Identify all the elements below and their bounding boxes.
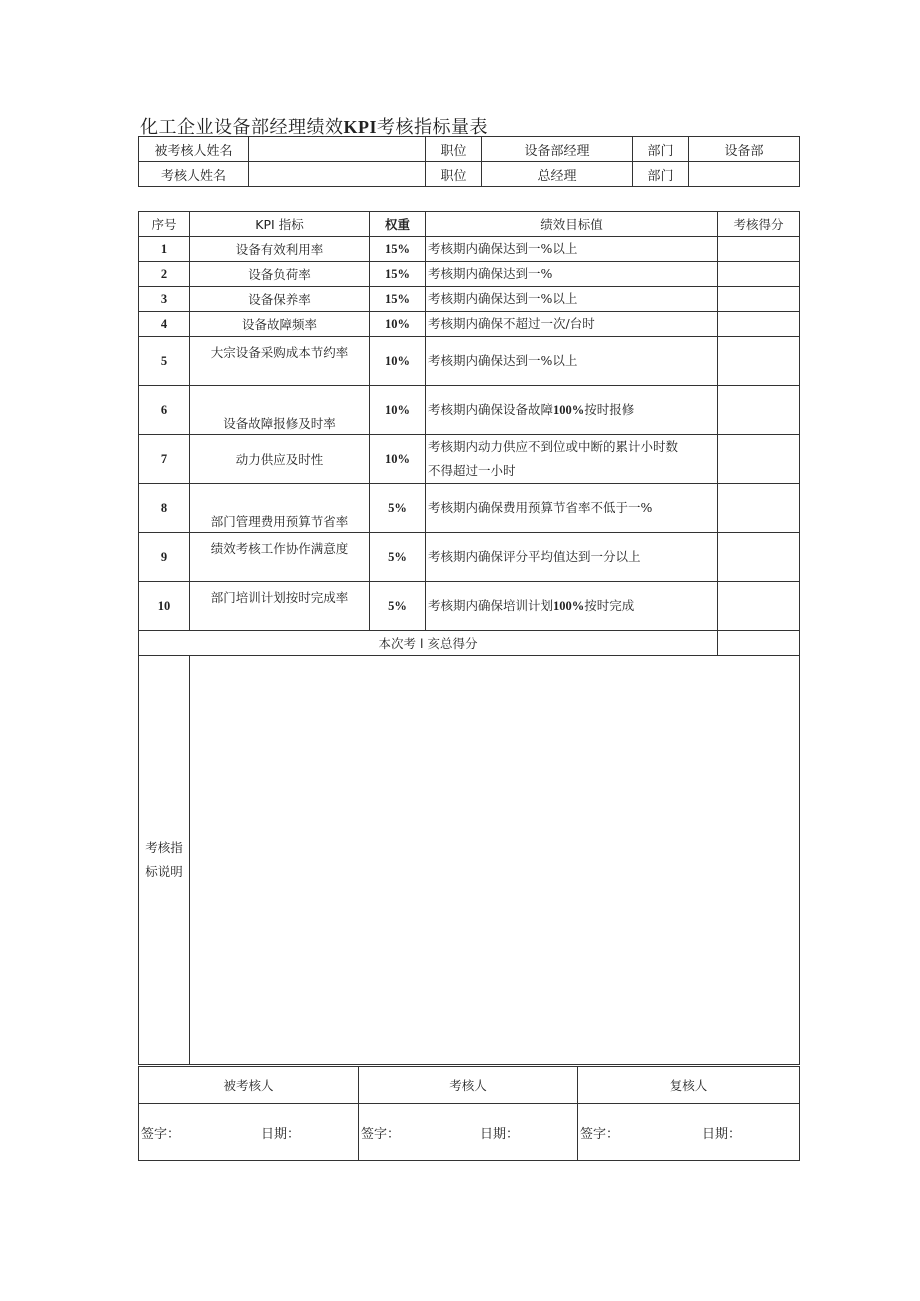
signature-header-row	[139, 1067, 800, 1104]
row-no: 10	[139, 582, 190, 631]
row-score-field[interactable]	[718, 386, 800, 435]
col-header-score: 考核得分	[718, 212, 800, 237]
header-info-table	[138, 136, 800, 187]
row-score-field[interactable]	[718, 237, 800, 262]
kpi-table	[138, 211, 800, 1065]
row-indicator: 大宗设备采购成本节约率	[190, 337, 370, 386]
header-row-appraisee	[139, 137, 800, 162]
position-label: 职位	[426, 137, 482, 162]
row-target: 考核期内确保达到一%以上	[426, 237, 718, 262]
target-line-2: 不得超过一小时	[428, 463, 516, 478]
notes-label	[139, 656, 190, 1065]
appraisee-name-field[interactable]	[249, 137, 426, 162]
appraiser-name-label: 考核人姓名	[139, 162, 249, 187]
appraiser-sign-cell[interactable]	[359, 1104, 578, 1161]
row-target: 考核期内确保达到一%	[426, 262, 718, 287]
table-row	[139, 337, 800, 386]
row-indicator: 部门管理费用预算节省率	[190, 484, 370, 533]
position-label: 职位	[426, 162, 482, 187]
row-indicator: 设备有效利用率	[190, 237, 370, 262]
target-line-1: 考核期内动力供应不到位或中断的累计小时数	[428, 439, 679, 454]
table-row	[139, 312, 800, 337]
notes-label-line-2: 标说明	[145, 864, 183, 879]
row-target: 考核期内确保评分平均值达到一分以上	[426, 533, 718, 582]
signature-table	[138, 1066, 800, 1161]
reviewer-sign-header: 复核人	[578, 1067, 800, 1104]
row-weight: 5%	[370, 484, 426, 533]
kpi-header-row	[139, 212, 800, 237]
row-no: 7	[139, 435, 190, 484]
total-row	[139, 631, 800, 656]
row-weight: 15%	[370, 287, 426, 312]
row-score-field[interactable]	[718, 312, 800, 337]
target-text-bold: 100%	[553, 599, 585, 613]
table-row	[139, 262, 800, 287]
row-no: 4	[139, 312, 190, 337]
table-row	[139, 287, 800, 312]
row-target	[426, 435, 718, 484]
row-score-field[interactable]	[718, 435, 800, 484]
row-indicator: 绩效考核工作协作满意度	[190, 533, 370, 582]
col-header-weight: 权重	[370, 212, 426, 237]
total-score-label: 本次考 l 亥总得分	[139, 631, 718, 656]
target-text-pre: 考核期内确保培训计划	[428, 598, 554, 613]
row-score-field[interactable]	[718, 582, 800, 631]
appraisee-name-label: 被考核人姓名	[139, 137, 249, 162]
title-kpi: KPI	[343, 117, 378, 137]
row-weight: 10%	[370, 337, 426, 386]
row-score-field[interactable]	[718, 533, 800, 582]
row-indicator: 设备保养率	[190, 287, 370, 312]
table-row	[139, 237, 800, 262]
row-indicator: 设备故障频率	[190, 312, 370, 337]
notes-row	[139, 656, 800, 1065]
target-text-bold: 100%	[553, 403, 585, 417]
row-weight: 5%	[370, 533, 426, 582]
row-weight: 15%	[370, 237, 426, 262]
row-weight: 10%	[370, 386, 426, 435]
dept-label: 部门	[633, 137, 689, 162]
reviewer-sign-cell[interactable]	[578, 1104, 800, 1161]
header-row-appraiser	[139, 162, 800, 187]
row-indicator: 设备故障报修及时率	[190, 386, 370, 435]
date-label: 日期：	[479, 1126, 519, 1142]
row-indicator: 动力供应及时性	[190, 435, 370, 484]
appraiser-dept-field[interactable]	[689, 162, 800, 187]
row-no: 6	[139, 386, 190, 435]
row-target	[426, 582, 718, 631]
row-score-field[interactable]	[718, 262, 800, 287]
date-label: 日期：	[701, 1126, 741, 1142]
dept-label: 部门	[633, 162, 689, 187]
target-text-post: 按时报修	[584, 402, 635, 417]
row-no: 1	[139, 237, 190, 262]
total-score-field[interactable]	[718, 631, 800, 656]
row-target	[426, 386, 718, 435]
title-prefix: 化工企业设备部经理绩效	[140, 117, 344, 138]
table-row	[139, 435, 800, 484]
appraisee-dept-value: 设备部	[689, 137, 800, 162]
row-target: 考核期内确保费用预算节省率不低于一%	[426, 484, 718, 533]
notes-label-line-1: 考核指	[145, 840, 183, 855]
row-weight: 5%	[370, 582, 426, 631]
sign-label: 签字：	[141, 1126, 181, 1142]
notes-content-field[interactable]	[190, 656, 800, 1065]
appraisee-sign-header: 被考核人	[139, 1067, 359, 1104]
date-label: 日期：	[260, 1126, 300, 1142]
row-weight: 10%	[370, 312, 426, 337]
col-header-no: 序号	[139, 212, 190, 237]
sign-label: 签字：	[580, 1126, 620, 1142]
row-target: 考核期内确保达到一%以上	[426, 287, 718, 312]
target-text-post: 按时完成	[584, 598, 635, 613]
sign-label: 签字：	[361, 1126, 401, 1142]
signature-row	[139, 1104, 800, 1161]
row-target: 考核期内确保不超过一次/台时	[426, 312, 718, 337]
table-row	[139, 484, 800, 533]
row-no: 9	[139, 533, 190, 582]
row-score-field[interactable]	[718, 337, 800, 386]
appraisee-position-value: 设备部经理	[482, 137, 633, 162]
row-no: 2	[139, 262, 190, 287]
target-text-pre: 考核期内确保设备故障	[428, 402, 554, 417]
row-weight: 15%	[370, 262, 426, 287]
row-weight: 10%	[370, 435, 426, 484]
table-row	[139, 582, 800, 631]
appraiser-position-value: 总经理	[482, 162, 633, 187]
row-indicator: 设备负荷率	[190, 262, 370, 287]
appraisee-sign-cell[interactable]	[139, 1104, 359, 1161]
row-score-field[interactable]	[718, 287, 800, 312]
appraiser-name-field[interactable]	[249, 162, 426, 187]
row-no: 5	[139, 337, 190, 386]
row-no: 8	[139, 484, 190, 533]
row-indicator: 部门培训计划按时完成率	[190, 582, 370, 631]
table-row	[139, 386, 800, 435]
col-header-target: 绩效目标值	[426, 212, 718, 237]
table-row	[139, 533, 800, 582]
row-score-field[interactable]	[718, 484, 800, 533]
row-target: 考核期内确保达到一%以上	[426, 337, 718, 386]
col-header-indicator: KPI 指标	[190, 212, 370, 237]
row-no: 3	[139, 287, 190, 312]
title-suffix: 考核指标量表	[377, 117, 489, 138]
appraiser-sign-header: 考核人	[359, 1067, 578, 1104]
